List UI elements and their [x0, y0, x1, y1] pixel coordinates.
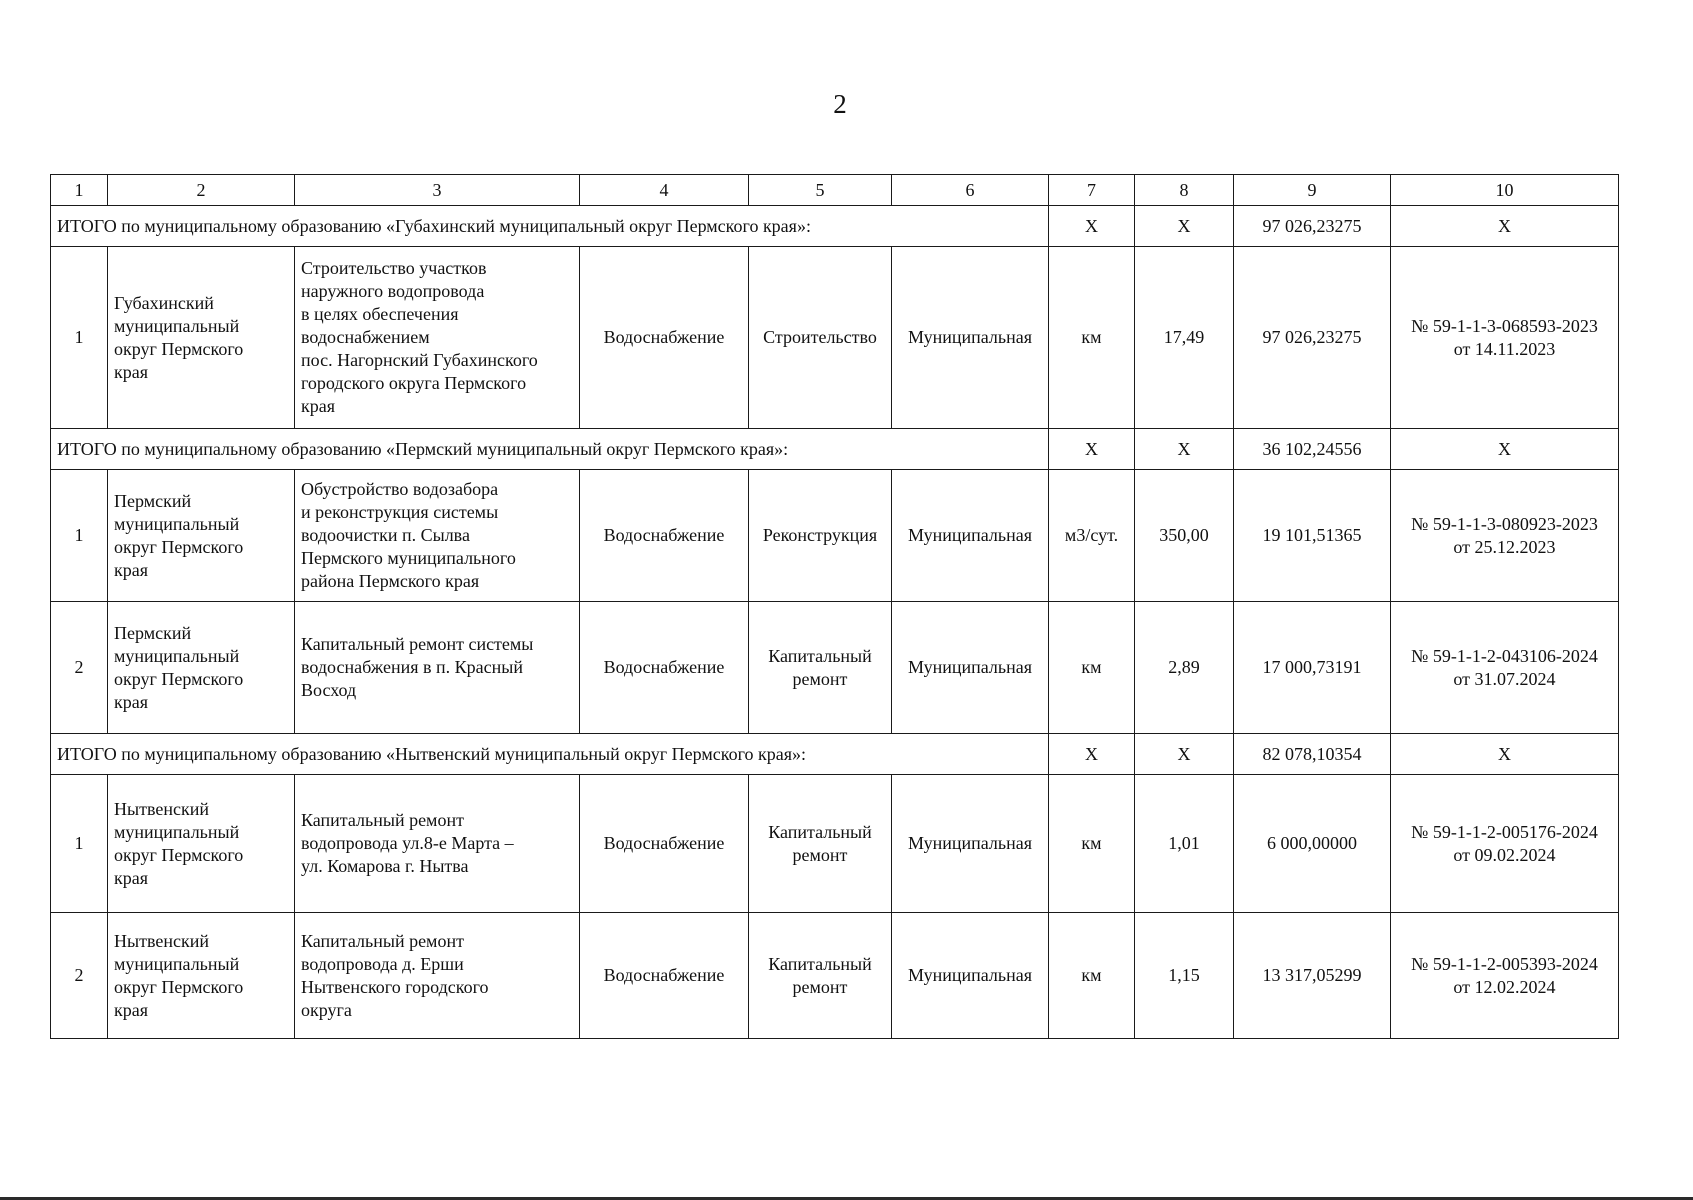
amount-cell: 17 000,73191 [1234, 602, 1391, 734]
row-number: 2 [51, 913, 108, 1039]
sphere-cell: Водоснабжение [580, 470, 749, 602]
unit-cell: км [1049, 913, 1135, 1039]
sphere-cell: Водоснабжение [580, 247, 749, 429]
ownership-cell: Муниципальная [892, 247, 1049, 429]
total-amount: 82 078,10354 [1234, 734, 1391, 775]
row-number: 1 [51, 470, 108, 602]
column-number: 4 [580, 175, 749, 206]
table-row [51, 602, 1619, 734]
total-amount: 97 026,23275 [1234, 206, 1391, 247]
amount-cell: 97 026,23275 [1234, 247, 1391, 429]
municipality-cell: Пермский муниципальный округ Пермского края [108, 602, 295, 734]
municipality-cell: Губахинский муниципальный округ Пермского края [108, 247, 295, 429]
object-name-cell: Обустройство водозабора и реконструкция системы водоочистки п. Сылва Пермского муниципального района Пермского края [295, 470, 580, 602]
objects-table [50, 174, 1619, 1039]
total-col10: Х [1391, 206, 1619, 247]
amount-cell: 13 317,05299 [1234, 913, 1391, 1039]
total-amount: 36 102,24556 [1234, 429, 1391, 470]
capacity-cell: 2,89 [1135, 602, 1234, 734]
total-label: ИТОГО по муниципальному образованию «Нытвенский муниципальный округ Пермского края»: [51, 734, 1049, 775]
sphere-cell: Водоснабжение [580, 913, 749, 1039]
unit-cell: м3/сут. [1049, 470, 1135, 602]
conclusion-cell: № 59-1-1-2-043106-2024 от 31.07.2024 [1391, 602, 1619, 734]
conclusion-cell: № 59-1-1-2-005393-2024 от 12.02.2024 [1391, 913, 1619, 1039]
total-col7: Х [1049, 429, 1135, 470]
table-row [51, 775, 1619, 913]
work-type-cell: Капитальный ремонт [749, 775, 892, 913]
table-row [51, 247, 1619, 429]
total-col8: Х [1135, 206, 1234, 247]
total-label: ИТОГО по муниципальному образованию «Губахинский муниципальный округ Пермского края»: [51, 206, 1049, 247]
ownership-cell: Муниципальная [892, 602, 1049, 734]
row-number: 1 [51, 775, 108, 913]
table-row [51, 470, 1619, 602]
total-label: ИТОГО по муниципальному образованию «Пермский муниципальный округ Пермского края»: [51, 429, 1049, 470]
capacity-cell: 17,49 [1135, 247, 1234, 429]
amount-cell: 6 000,00000 [1234, 775, 1391, 913]
page-number: 2 [833, 89, 847, 119]
row-number: 1 [51, 247, 108, 429]
municipality-cell: Нытвенский муниципальный округ Пермского края [108, 913, 295, 1039]
unit-cell: км [1049, 602, 1135, 734]
total-col8: Х [1135, 429, 1234, 470]
conclusion-cell: № 59-1-1-3-068593-2023 от 14.11.2023 [1391, 247, 1619, 429]
column-number: 8 [1135, 175, 1234, 206]
column-number: 10 [1391, 175, 1619, 206]
work-type-cell: Капитальный ремонт [749, 602, 892, 734]
table-row [51, 913, 1619, 1039]
object-name-cell: Капитальный ремонт водопровода ул.8-е Марта – ул. Комарова г. Нытва [295, 775, 580, 913]
capacity-cell: 1,15 [1135, 913, 1234, 1039]
column-number: 9 [1234, 175, 1391, 206]
total-col7: Х [1049, 734, 1135, 775]
total-col10: Х [1391, 429, 1619, 470]
ownership-cell: Муниципальная [892, 913, 1049, 1039]
column-number: 2 [108, 175, 295, 206]
sphere-cell: Водоснабжение [580, 775, 749, 913]
conclusion-cell: № 59-1-1-3-080923-2023 от 25.12.2023 [1391, 470, 1619, 602]
work-type-cell: Строительство [749, 247, 892, 429]
municipality-cell: Пермский муниципальный округ Пермского края [108, 470, 295, 602]
object-name-cell: Строительство участков наружного водопровода в целях обеспечения водоснабжением пос. Нагорнский Губахинского городского округа Пермского края [295, 247, 580, 429]
object-name-cell: Капитальный ремонт системы водоснабжения в п. Красный Восход [295, 602, 580, 734]
total-col10: Х [1391, 734, 1619, 775]
ownership-cell: Муниципальная [892, 775, 1049, 913]
column-number: 1 [51, 175, 108, 206]
object-name-cell: Капитальный ремонт водопровода д. Ерши Нытвенского городского округа [295, 913, 580, 1039]
sphere-cell: Водоснабжение [580, 602, 749, 734]
amount-cell: 19 101,51365 [1234, 470, 1391, 602]
total-row [51, 429, 1619, 470]
column-number: 3 [295, 175, 580, 206]
column-number: 7 [1049, 175, 1135, 206]
conclusion-cell: № 59-1-1-2-005176-2024 от 09.02.2024 [1391, 775, 1619, 913]
total-row [51, 734, 1619, 775]
ownership-cell: Муниципальная [892, 470, 1049, 602]
work-type-cell: Капитальный ремонт [749, 913, 892, 1039]
total-row [51, 206, 1619, 247]
capacity-cell: 350,00 [1135, 470, 1234, 602]
unit-cell: км [1049, 775, 1135, 913]
work-type-cell: Реконструкция [749, 470, 892, 602]
column-numbers-row [51, 175, 1619, 206]
unit-cell: км [1049, 247, 1135, 429]
column-number: 6 [892, 175, 1049, 206]
column-number: 5 [749, 175, 892, 206]
municipality-cell: Нытвенский муниципальный округ Пермского края [108, 775, 295, 913]
total-col8: Х [1135, 734, 1234, 775]
row-number: 2 [51, 602, 108, 734]
capacity-cell: 1,01 [1135, 775, 1234, 913]
total-col7: Х [1049, 206, 1135, 247]
